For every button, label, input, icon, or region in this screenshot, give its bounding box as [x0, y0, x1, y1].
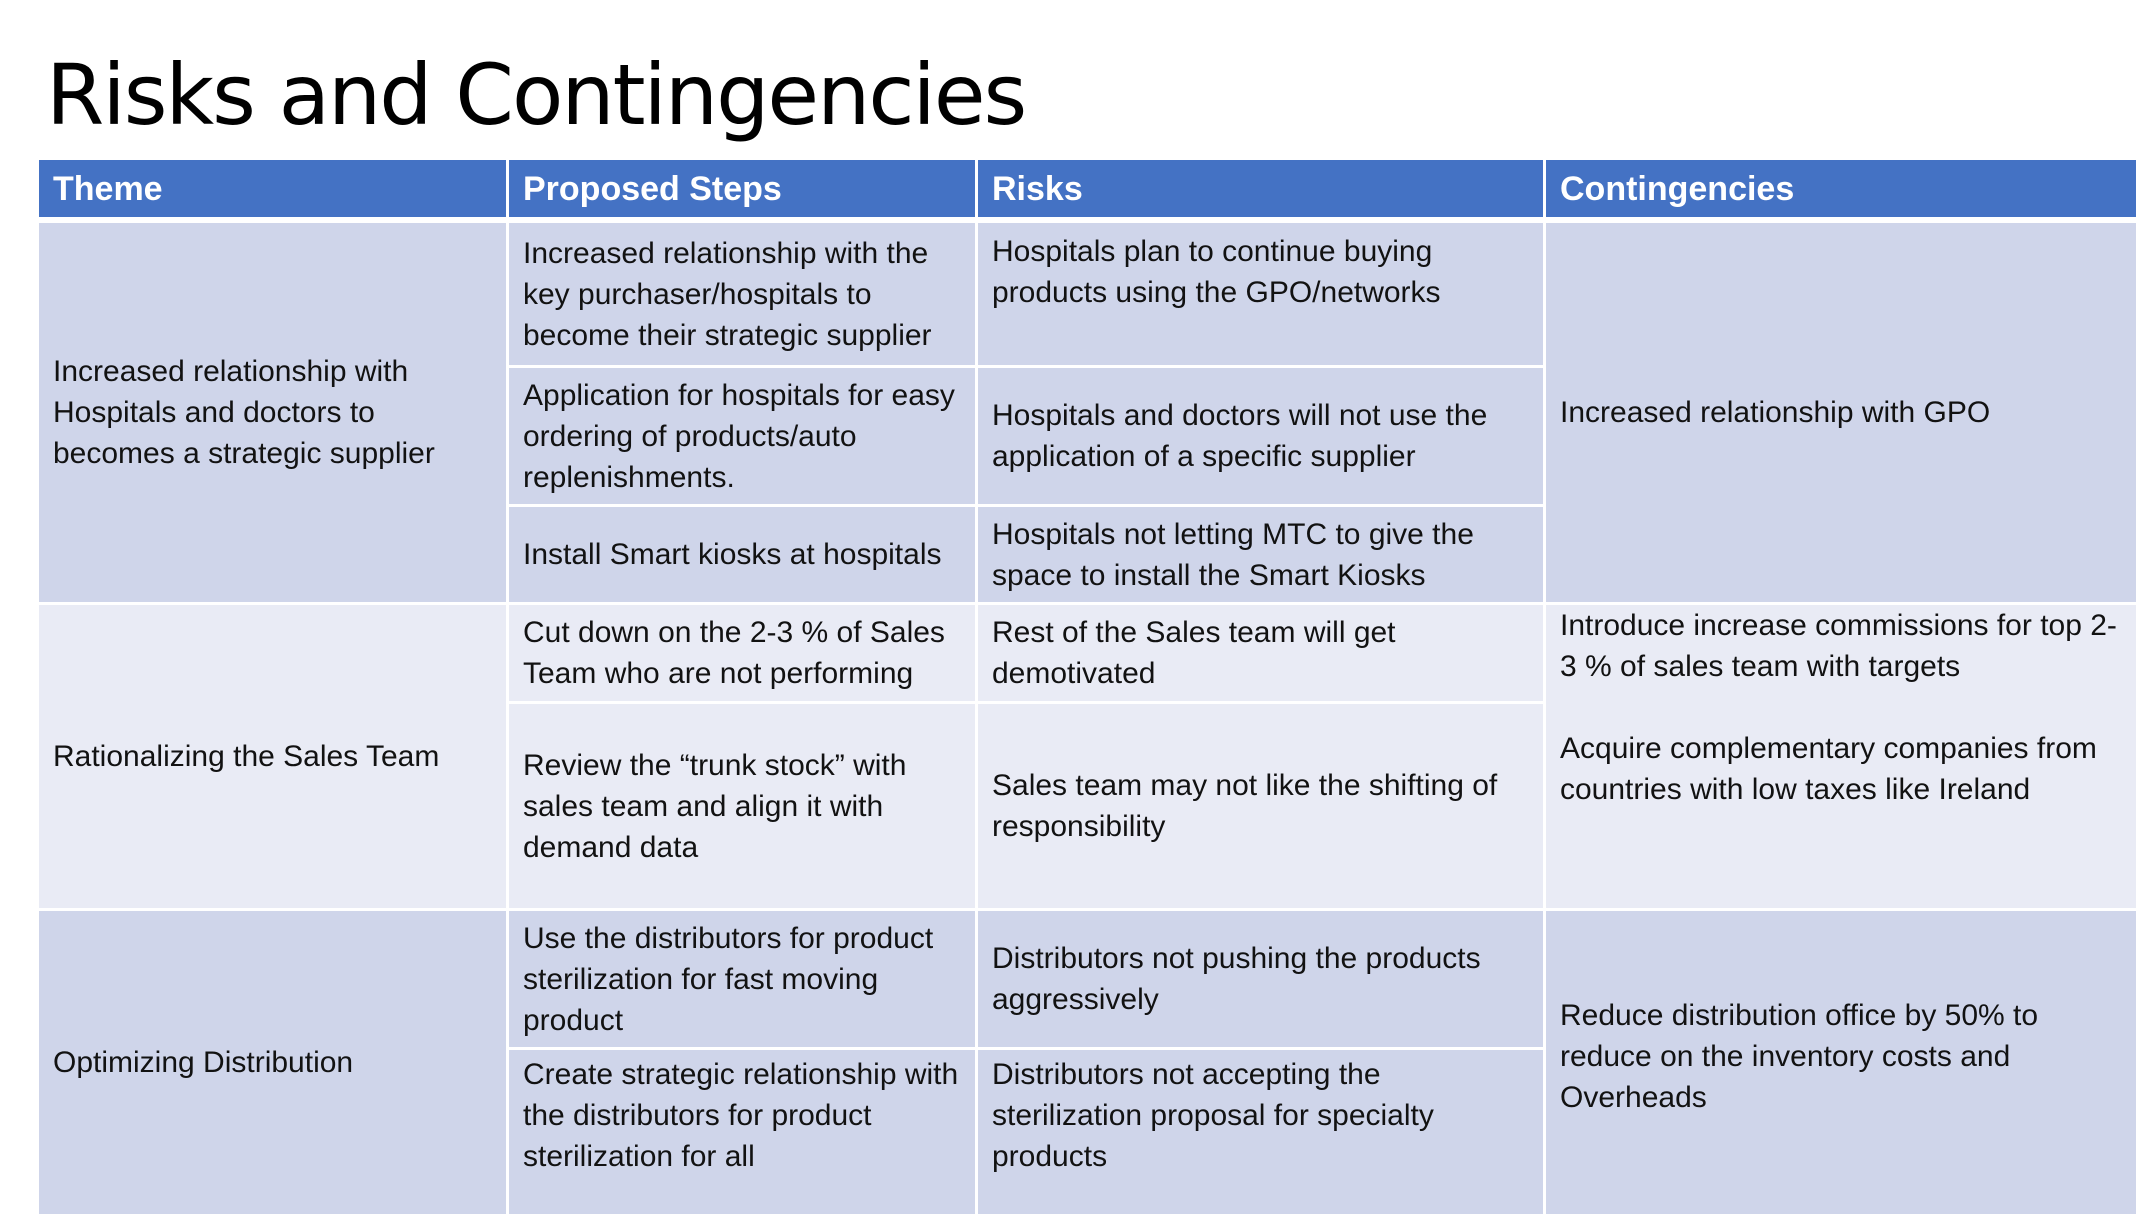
- risk-cell: [977, 220, 1545, 367]
- header-theme: Theme: [38, 159, 508, 221]
- step-text: Application for hospitals for easy ordering of products/auto replenishments.: [523, 378, 955, 494]
- theme-text: Optimizing Distribution: [53, 1046, 354, 1079]
- slide-title: Risks and Contingencies: [46, 46, 1026, 144]
- step-text: Cut down on the 2-3 % of Sales Team who are not performing: [523, 616, 945, 690]
- risk-text: Hospitals plan to continue buying products using the GPO/networks: [992, 235, 1441, 309]
- header-proposed-steps: Proposed Steps: [508, 159, 977, 221]
- risk-cell: [977, 506, 1545, 604]
- step-cell: [508, 604, 977, 703]
- contingency-cell: [1545, 220, 2138, 604]
- risk-text: Sales team may not like the shifting of responsibility: [992, 769, 1498, 843]
- risk-cell: [977, 703, 1545, 910]
- table-container: [36, 157, 2117, 1173]
- step-text: Create strategic relationship with the distributors for product sterilization for all: [523, 1058, 959, 1173]
- risks-contingencies-table: [36, 157, 2139, 1217]
- step-cell: [508, 367, 977, 506]
- contingency-text: Reduce distribution office by 50% to reduce on the inventory costs and Overheads: [1560, 999, 2039, 1114]
- theme-cell: [38, 220, 508, 604]
- theme-cell: [38, 604, 508, 910]
- risk-cell: [977, 367, 1545, 506]
- table-row: [38, 604, 2138, 703]
- risk-cell: [977, 1049, 1545, 1216]
- table-header-row: [38, 159, 2138, 221]
- step-cell: [508, 220, 977, 367]
- risk-text: Hospitals not letting MTC to give the space to install the Smart Kiosks: [992, 517, 1474, 592]
- step-cell: [508, 703, 977, 910]
- step-text: Review the “trunk stock” with sales team and align it with demand data: [523, 748, 907, 864]
- step-text: Install Smart kiosks at hospitals: [523, 538, 942, 571]
- contingency-text: Introduce increase commissions for top 2-3 % of sales team with targets Acquire complementary companies from countries with low taxes like Ireland: [1560, 609, 2117, 806]
- table-row: [38, 910, 2138, 1049]
- risk-text: Rest of the Sales team will get demotivated: [992, 616, 1396, 690]
- risk-text: Distributors not accepting the sterilization proposal for specialty products: [992, 1058, 1434, 1173]
- step-text: Increased relationship with the key purchaser/hospitals to become their strategic supplier: [523, 236, 932, 352]
- step-cell: [508, 910, 977, 1049]
- step-text: Use the distributors for product sterilization for fast moving product: [523, 921, 934, 1037]
- risk-cell: [977, 604, 1545, 703]
- theme-text: Increased relationship with Hospitals and doctors to becomes a strategic supplier: [53, 355, 435, 470]
- contingency-text: Increased relationship with GPO: [1560, 396, 1991, 429]
- risk-text: Distributors not pushing the products aggressively: [992, 942, 1481, 1016]
- contingency-cell: [1545, 910, 2138, 1216]
- theme-text: Rationalizing the Sales Team: [53, 740, 440, 773]
- step-cell: [508, 506, 977, 604]
- risk-cell: [977, 910, 1545, 1049]
- header-risks: Risks: [977, 159, 1545, 221]
- step-cell: [508, 1049, 977, 1216]
- table-row: [38, 220, 2138, 367]
- header-contingencies: Contingencies: [1545, 159, 2138, 221]
- theme-cell: [38, 910, 508, 1216]
- risk-text: Hospitals and doctors will not use the application of a specific supplier: [992, 399, 1488, 473]
- contingency-cell: [1545, 604, 2138, 910]
